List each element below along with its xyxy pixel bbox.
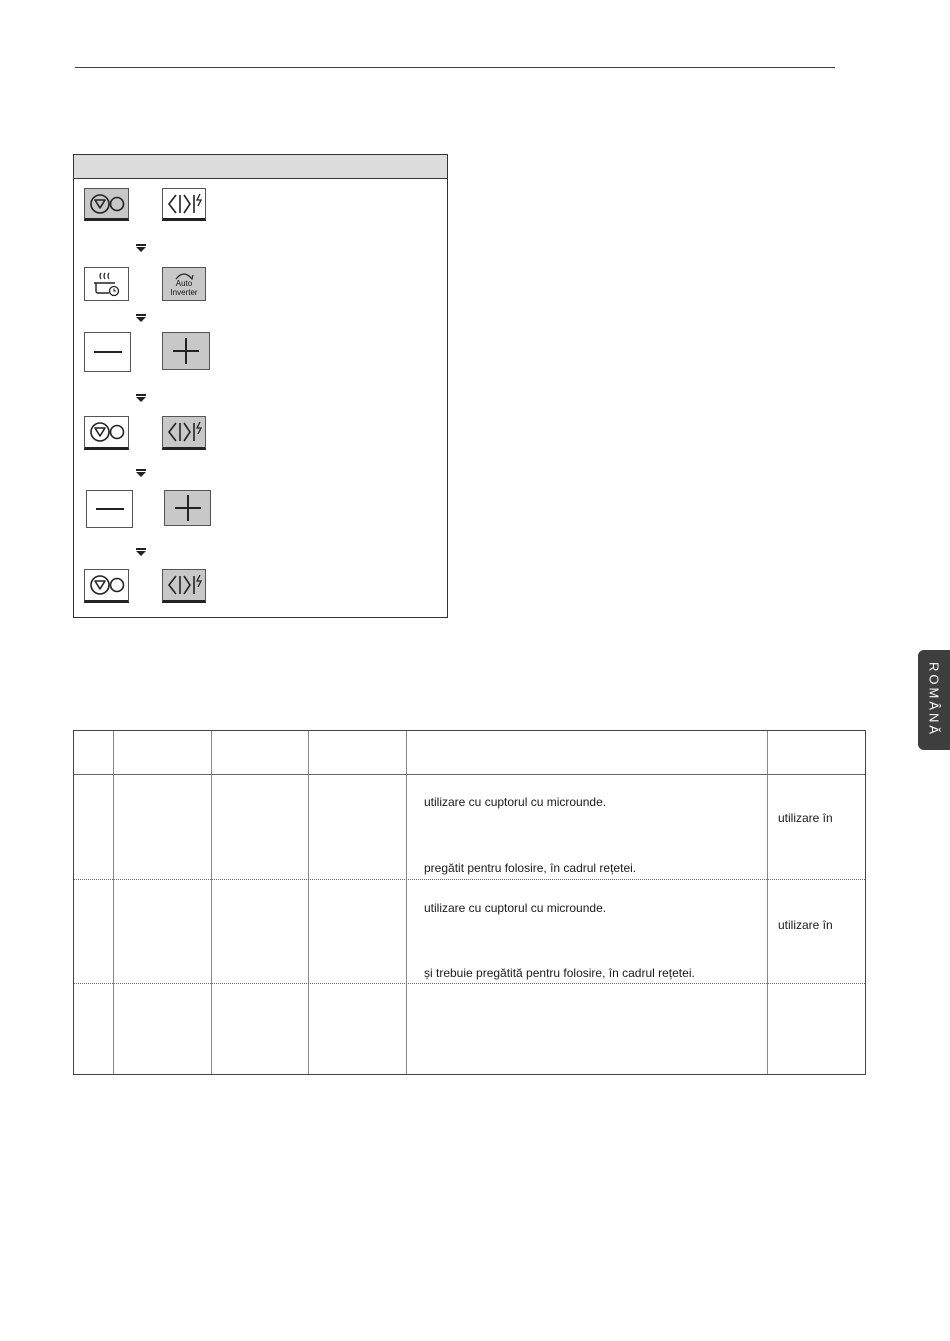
column-divider bbox=[113, 731, 114, 1074]
auto-inverter-label-line1: Auto bbox=[175, 279, 193, 288]
plus-icon bbox=[173, 338, 199, 364]
column-divider bbox=[767, 731, 768, 1074]
table-row-1-text-2: pregătit pentru folosire, în cadrul rețetei. bbox=[424, 861, 637, 875]
start-stop-icon bbox=[87, 192, 127, 216]
auto-inverter-button[interactable] bbox=[162, 267, 206, 301]
column-divider bbox=[308, 731, 309, 1074]
microwave-button[interactable] bbox=[162, 569, 206, 603]
top-rule bbox=[75, 67, 835, 68]
microwave-button[interactable] bbox=[162, 416, 206, 450]
language-tab bbox=[918, 650, 950, 750]
plus-icon bbox=[175, 495, 201, 521]
procedure-panel bbox=[73, 154, 448, 618]
table-row-2-text-1: utilizare cu cuptorul cu microunde. bbox=[424, 901, 607, 915]
start-stop-icon bbox=[87, 420, 127, 444]
minus-button[interactable] bbox=[86, 490, 133, 528]
microwave-mode-icon bbox=[164, 419, 204, 445]
arrow-down-icon bbox=[136, 469, 146, 477]
row-divider bbox=[74, 983, 865, 984]
procedure-panel-header bbox=[74, 155, 447, 179]
column-divider bbox=[406, 731, 407, 1074]
arrow-down-icon bbox=[136, 314, 146, 322]
arrow-down-icon bbox=[136, 548, 146, 556]
table-row-2-text-2: și trebuie pregătită pentru folosire, în cadrul rețetei. bbox=[424, 966, 695, 980]
row-divider bbox=[74, 879, 865, 880]
recipe-table bbox=[73, 730, 866, 1075]
minus-button[interactable] bbox=[84, 332, 131, 372]
microwave-mode-icon bbox=[164, 572, 204, 598]
soup-timer-button[interactable] bbox=[84, 267, 129, 301]
column-divider bbox=[211, 731, 212, 1074]
table-header-divider bbox=[74, 774, 865, 775]
arrow-down-icon bbox=[136, 244, 146, 252]
start-stop-icon bbox=[87, 573, 127, 597]
minus-icon bbox=[94, 350, 122, 354]
table-row-1-text-1: utilizare cu cuptorul cu microunde. bbox=[424, 795, 607, 809]
auto-inverter-label-line2: Inverter bbox=[170, 288, 198, 297]
microwave-mode-icon bbox=[164, 191, 204, 217]
table-row-1-note: utilizare în bbox=[778, 811, 833, 825]
plus-button[interactable] bbox=[164, 490, 211, 526]
plus-button[interactable] bbox=[162, 332, 210, 370]
start-stop-button[interactable] bbox=[84, 188, 129, 221]
soup-timer-icon bbox=[89, 270, 125, 298]
microwave-button[interactable] bbox=[162, 188, 206, 221]
start-stop-button[interactable] bbox=[84, 569, 129, 603]
table-row-2-note: utilizare în bbox=[778, 918, 833, 932]
arrow-down-icon bbox=[136, 394, 146, 402]
start-stop-button[interactable] bbox=[84, 416, 129, 450]
language-tab-label: ROMÂNĂ bbox=[926, 662, 942, 738]
minus-icon bbox=[96, 507, 124, 511]
